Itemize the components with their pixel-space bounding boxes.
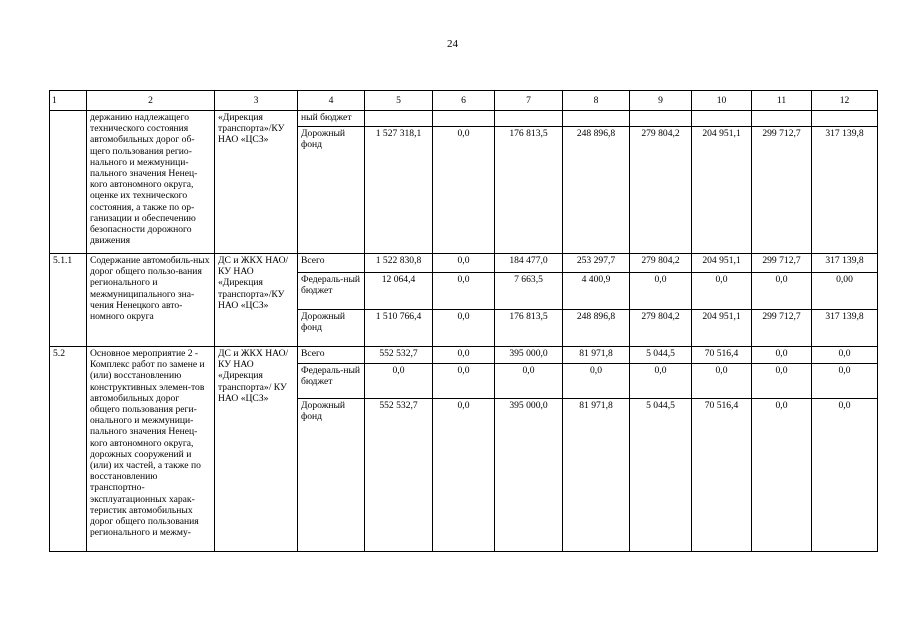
- funding-source: ный бюджет: [298, 111, 365, 127]
- value-cell: 395 000,0: [495, 399, 563, 552]
- column-header: 9: [630, 91, 692, 111]
- row-code: [50, 111, 87, 254]
- row-executor: «Дирекция транспорта»/КУ НАО «ЦСЗ»: [215, 111, 298, 254]
- column-header: 12: [812, 91, 878, 111]
- value-cell: 70 516,4: [692, 347, 752, 364]
- value-cell: [365, 111, 433, 127]
- value-cell: 0,0: [752, 364, 812, 399]
- value-cell: [692, 111, 752, 127]
- row-code: 5.2: [50, 347, 87, 552]
- page-number: 24: [447, 38, 458, 50]
- value-cell: 12 064,4: [365, 273, 433, 310]
- value-cell: 299 712,7: [752, 127, 812, 254]
- column-numbers-row: [50, 91, 878, 111]
- row-executor: ДС и ЖКХ НАО/КУ НАО «Дирекция транспорта»/ КУ НАО «ЦСЗ»: [215, 347, 298, 552]
- row-name: Содержание автомобиль-ных дорог общего пользо-вания регионального и межмуниципального зна-чения Ненецкого авто-номного округа: [87, 254, 215, 347]
- value-cell: 299 712,7: [752, 254, 812, 273]
- row-name: Основное мероприятие 2 - Комплекс работ по замене и (или) восстановлению конструктивных элемен-тов автомобильных дорог общего пользования реги-онального и межмуници-пального значения Ненец-кого автономного округа, дорожных сооружений и (или) их частей, а также по восстановлению транспортно-эксплуатационных харак-теристик автомобильных дорог общего пользования регионального и межму-: [87, 347, 215, 552]
- value-cell: 395 000,0: [495, 347, 563, 364]
- value-cell: 0,0: [433, 127, 495, 254]
- value-cell: 0,0: [433, 310, 495, 347]
- table-row: [50, 111, 878, 127]
- funding-source: Дорожный фонд: [298, 310, 365, 347]
- column-header: 5: [365, 91, 433, 111]
- row-executor: ДС и ЖКХ НАО/КУ НАО «Дирекция транспорта»/КУ НАО «ЦСЗ»: [215, 254, 298, 347]
- value-cell: [812, 111, 878, 127]
- column-header: 10: [692, 91, 752, 111]
- value-cell: 1 522 830,8: [365, 254, 433, 273]
- value-cell: 0,00: [812, 273, 878, 310]
- value-cell: 0,0: [365, 364, 433, 399]
- value-cell: 552 532,7: [365, 399, 433, 552]
- value-cell: [630, 111, 692, 127]
- value-cell: 204 951,1: [692, 310, 752, 347]
- value-cell: 552 532,7: [365, 347, 433, 364]
- value-cell: 317 139,8: [812, 310, 878, 347]
- column-header: 11: [752, 91, 812, 111]
- row-name: держанию надлежащего технического состояния автомобильных дорог об-щего пользования регио-нального и межмуници-пального значения Ненец-кого автономного округа, оценке их технического состояния, а также по ор-ганизации и обеспечению безопасности дорожного движения: [87, 111, 215, 254]
- value-cell: 7 663,5: [495, 273, 563, 310]
- value-cell: 253 297,7: [563, 254, 630, 273]
- column-header: 1: [50, 91, 87, 111]
- value-cell: 0,0: [433, 364, 495, 399]
- value-cell: 0,0: [563, 364, 630, 399]
- table-row: [50, 347, 878, 364]
- value-cell: 279 804,2: [630, 254, 692, 273]
- funding-source: Федераль-ный бюджет: [298, 273, 365, 310]
- value-cell: 5 044,5: [630, 399, 692, 552]
- funding-source: Федераль-ный бюджет: [298, 364, 365, 399]
- value-cell: 184 477,0: [495, 254, 563, 273]
- column-header: 3: [215, 91, 298, 111]
- value-cell: 0,0: [812, 399, 878, 552]
- value-cell: 0,0: [812, 364, 878, 399]
- funding-source: Всего: [298, 347, 365, 364]
- row-code: 5.1.1: [50, 254, 87, 347]
- value-cell: 4 400,9: [563, 273, 630, 310]
- value-cell: [433, 111, 495, 127]
- value-cell: 0,0: [630, 364, 692, 399]
- value-cell: 0,0: [752, 347, 812, 364]
- value-cell: 5 044,5: [630, 347, 692, 364]
- value-cell: 317 139,8: [812, 127, 878, 254]
- value-cell: 0,0: [812, 347, 878, 364]
- value-cell: 0,0: [433, 273, 495, 310]
- value-cell: 204 951,1: [692, 254, 752, 273]
- value-cell: 0,0: [433, 347, 495, 364]
- value-cell: 1 510 766,4: [365, 310, 433, 347]
- value-cell: [752, 111, 812, 127]
- value-cell: 0,0: [495, 364, 563, 399]
- value-cell: 0,0: [752, 273, 812, 310]
- value-cell: 279 804,2: [630, 127, 692, 254]
- value-cell: 0,0: [692, 273, 752, 310]
- value-cell: 0,0: [752, 399, 812, 552]
- value-cell: [495, 111, 563, 127]
- column-header: 6: [433, 91, 495, 111]
- column-header: 2: [87, 91, 215, 111]
- value-cell: 0,0: [433, 399, 495, 552]
- value-cell: 176 813,5: [495, 310, 563, 347]
- value-cell: 1 527 318,1: [365, 127, 433, 254]
- value-cell: 0,0: [433, 254, 495, 273]
- value-cell: 248 896,8: [563, 127, 630, 254]
- value-cell: 0,0: [630, 273, 692, 310]
- funding-source: Всего: [298, 254, 365, 273]
- column-header: 4: [298, 91, 365, 111]
- value-cell: 317 139,8: [812, 254, 878, 273]
- value-cell: 81 971,8: [563, 347, 630, 364]
- funding-source: Дорожный фонд: [298, 127, 365, 254]
- funding-source: Дорожный фонд: [298, 399, 365, 552]
- program-funding-table: [49, 90, 878, 552]
- table-row: [50, 254, 878, 273]
- column-header: 7: [495, 91, 563, 111]
- value-cell: 176 813,5: [495, 127, 563, 254]
- value-cell: 279 804,2: [630, 310, 692, 347]
- value-cell: 204 951,1: [692, 127, 752, 254]
- value-cell: [563, 111, 630, 127]
- value-cell: 0,0: [692, 364, 752, 399]
- value-cell: 248 896,8: [563, 310, 630, 347]
- value-cell: 70 516,4: [692, 399, 752, 552]
- column-header: 8: [563, 91, 630, 111]
- value-cell: 81 971,8: [563, 399, 630, 552]
- value-cell: 299 712,7: [752, 310, 812, 347]
